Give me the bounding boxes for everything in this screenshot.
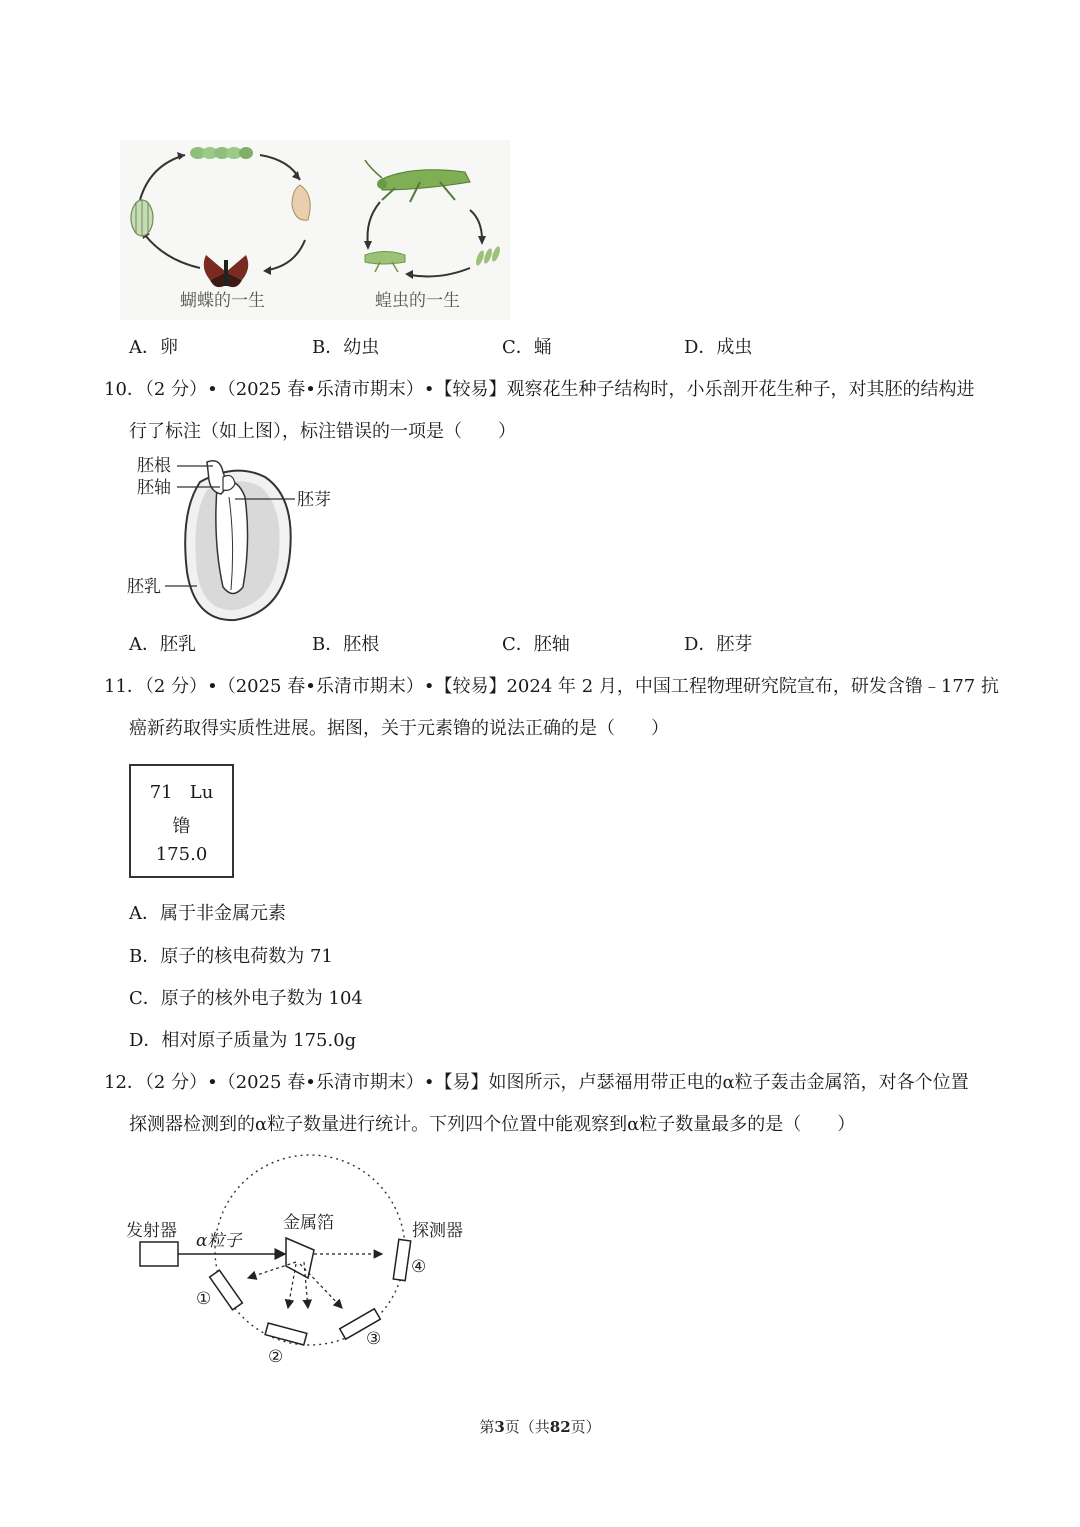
foil-label: 金属箔 <box>283 1213 334 1233</box>
element-mass: 175.0 <box>155 844 208 865</box>
q10-option-a[interactable]: A．胚乳 <box>129 634 196 655</box>
q10-stem-line1: 10．（2 分）•（2025 春•乐清市期末）•【较易】观察花生种子结构时，小乐剖开花生种子，对其胚的结构进 <box>104 379 975 400</box>
label-radicle: 胚根 <box>137 456 171 476</box>
q10-stem-line2: 行了标注（如上图），标注错误的一项是（ ） <box>129 421 516 442</box>
footer-page-number: 3 <box>494 1418 505 1436</box>
rutherford-experiment-figure <box>120 1150 480 1370</box>
emitter-label: 发射器 <box>126 1221 177 1241</box>
q10-option-b[interactable]: B．胚根 <box>312 634 380 655</box>
label-endosperm: 胚乳 <box>127 577 161 597</box>
element-number: 71 <box>149 782 173 803</box>
element-name: 镥 <box>172 816 191 837</box>
caterpillar-icon <box>190 147 253 159</box>
q10-option-d[interactable]: D．胚芽 <box>684 634 753 655</box>
detector-1 <box>210 1270 243 1310</box>
position-3-label: ③ <box>366 1329 382 1349</box>
q10-option-c[interactable]: C．胚轴 <box>502 634 570 655</box>
alpha-label: α粒子 <box>196 1231 242 1251</box>
q12-stem-line1: 12．（2 分）•（2025 春•乐清市期末）•【易】如图所示，卢瑟福用带正电的α粒子轰击金属箔，对各个位置 <box>104 1072 969 1093</box>
q9-option-a[interactable]: A．卵 <box>129 337 178 358</box>
q11-option-c[interactable]: C．原子的核外电子数为 104 <box>129 988 363 1009</box>
life-cycle-figure <box>120 140 510 320</box>
label-plumule: 胚芽 <box>297 490 331 510</box>
element-symbol: Lu <box>189 782 214 803</box>
detector-4 <box>393 1239 410 1280</box>
q11-option-d[interactable]: D．相对原子质量为 175.0g <box>129 1030 357 1051</box>
q11-option-a[interactable]: A．属于非金属元素 <box>129 903 286 924</box>
emitter-box <box>140 1242 178 1266</box>
q9-option-c[interactable]: C．蛹 <box>502 337 552 358</box>
detector-2 <box>265 1323 307 1345</box>
q11-option-b[interactable]: B．原子的核电荷数为 71 <box>129 946 333 967</box>
footer-prefix: 第 <box>479 1418 495 1436</box>
q11-stem-line2: 癌新药取得实质性进展。据图，关于元素镥的说法正确的是（ ） <box>129 718 669 739</box>
periodic-element-card <box>129 764 234 878</box>
footer-mid: 页（共 <box>504 1418 550 1436</box>
q9-option-d[interactable]: D．成虫 <box>684 337 753 358</box>
position-4-label: ④ <box>411 1257 427 1277</box>
position-1-label: ① <box>196 1289 212 1309</box>
peanut-seed-figure <box>125 452 355 627</box>
q12-stem-line2: 探测器检测到的α粒子数量进行统计。下列四个位置中能观察到α粒子数量最多的是（ ） <box>129 1114 856 1135</box>
egg-icon <box>131 200 153 236</box>
label-hypocotyl: 胚轴 <box>137 478 171 498</box>
q9-option-b[interactable]: B．幼虫 <box>312 337 380 358</box>
q11-stem-line1: 11．（2 分）•（2025 春•乐清市期末）•【较易】2024 年 2 月，中国工程物理研究院宣布，研发含镥﹣177 抗 <box>104 676 999 697</box>
page-footer <box>0 1416 1080 1437</box>
detector-label: 探测器 <box>412 1221 463 1241</box>
locust-caption: 蝗虫的一生 <box>375 291 460 311</box>
footer-total-pages: 82 <box>549 1418 571 1436</box>
element-number-symbol <box>131 782 232 803</box>
metal-foil <box>286 1238 314 1278</box>
footer-suffix: 页） <box>570 1418 601 1436</box>
butterfly-caption: 蝴蝶的一生 <box>180 291 265 311</box>
position-2-label: ② <box>268 1347 284 1367</box>
